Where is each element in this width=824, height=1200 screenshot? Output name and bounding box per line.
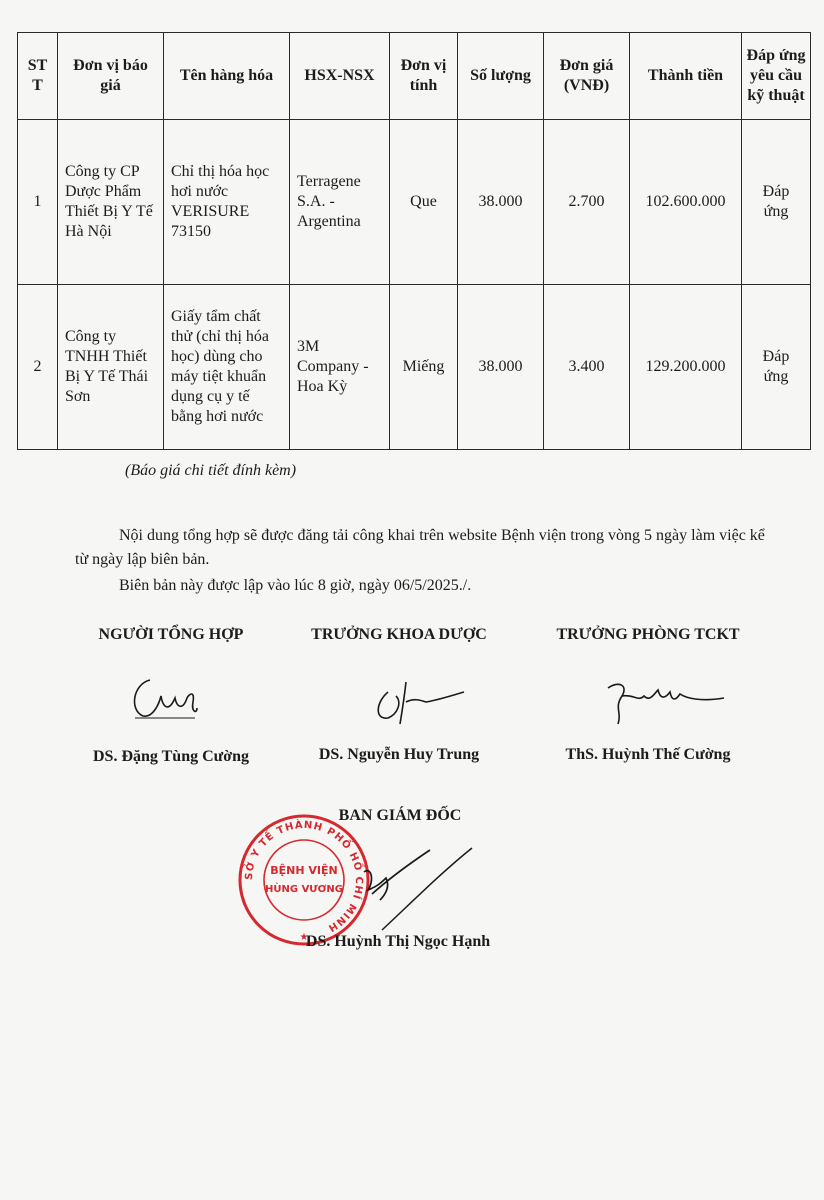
seal-center-line-2: HÙNG VƯƠNG: [265, 884, 343, 895]
header-quantity: Số lượng: [458, 33, 544, 120]
cell-total: 102.600.000: [630, 120, 742, 285]
cell-manufacturer: 3M Company - Hoa Kỳ: [290, 285, 390, 450]
header-supplier: Đơn vị báo giá: [58, 33, 164, 120]
cell-compliance: Đáp ứng: [742, 285, 811, 450]
signature-pharmacy-head: [368, 672, 468, 732]
cell-stt: 2: [18, 285, 58, 450]
cell-unit: Que: [390, 120, 458, 285]
signature-finance-head: [600, 672, 730, 732]
cell-quantity: 38.000: [458, 120, 544, 285]
header-unit: Đơn vị tính: [390, 33, 458, 120]
name-director: DS. Huỳnh Thị Ngọc Hạnh: [305, 933, 491, 950]
table-row: [18, 120, 811, 285]
svg-text:★: ★: [299, 932, 309, 943]
header-product: Tên hàng hóa: [164, 33, 290, 120]
signature-director: [352, 842, 482, 932]
name-compiler: DS. Đặng Tùng Cường: [93, 748, 249, 765]
header-manufacturer: HSX-NSX: [290, 33, 390, 120]
cell-stt: 1: [18, 120, 58, 285]
cell-unit-price: 2.700: [544, 120, 630, 285]
role-finance-head: TRƯỞNG PHÒNG TCKT: [556, 626, 740, 643]
quotation-table: [17, 32, 811, 450]
table-row: [18, 285, 811, 450]
attachment-note: (Báo giá chi tiết đính kèm): [125, 462, 297, 479]
cell-unit: Miếng: [390, 285, 458, 450]
cell-product: Giấy tẩm chất thử (chỉ thị hóa học) dùng cho máy tiệt khuẩn dụng cụ y tế bằng hơi nước: [164, 285, 290, 450]
role-compiler: NGƯỜI TỔNG HỢP: [98, 626, 244, 643]
publication-paragraph: Nội dung tổng hợp sẽ được đăng tải công khai trên website Bệnh viện trong vòng 5 ngày làm việc kể từ ngày lập biên bản.: [75, 527, 765, 568]
signature-compiler: [125, 668, 205, 728]
cell-total: 129.200.000: [630, 285, 742, 450]
cell-manufacturer: Terragene S.A. - Argentina: [290, 120, 390, 285]
timestamp-paragraph: Biên bản này được lập vào lúc 8 giờ, ngày 06/5/2025./.: [119, 577, 472, 594]
seal-center-line-1: BỆNH VIỆN: [270, 864, 338, 877]
header-total: Thành tiền: [630, 33, 742, 120]
header-stt: ST T: [18, 33, 58, 120]
header-unit-price: Đơn giá (VNĐ): [544, 33, 630, 120]
cell-unit-price: 3.400: [544, 285, 630, 450]
seal-ring-text: SỞ Y TẾ THÀNH PHỐ HỒ CHÍ MINH: [243, 819, 365, 934]
cell-product: Chỉ thị hóa học hơi nước VERISURE 73150: [164, 120, 290, 285]
cell-quantity: 38.000: [458, 285, 544, 450]
header-technical-compliance: Đáp ứng yêu cầu kỹ thuật: [742, 33, 811, 120]
cell-supplier: Công ty CP Dược Phẩm Thiết Bị Y Tế Hà Nội: [58, 120, 164, 285]
name-finance-head: ThS. Huỳnh Thế Cường: [565, 746, 731, 763]
name-pharmacy-head: DS. Nguyễn Huy Trung: [318, 746, 480, 763]
role-pharmacy-head: TRƯỞNG KHOA DƯỢC: [311, 626, 487, 643]
table-header-row: [18, 33, 811, 120]
role-board-of-directors: BAN GIÁM ĐỐC: [338, 807, 462, 824]
cell-compliance: Đáp ứng: [742, 120, 811, 285]
cell-supplier: Công ty TNHH Thiết Bị Y Tế Thái Sơn: [58, 285, 164, 450]
